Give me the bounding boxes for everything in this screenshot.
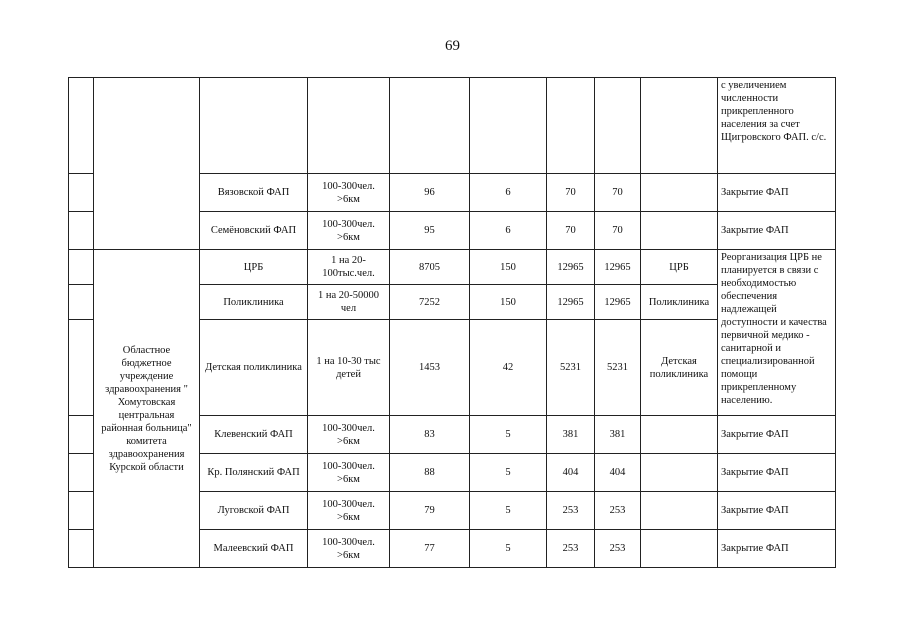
value-cell: 88	[390, 454, 470, 492]
value-cell: 150	[470, 285, 547, 320]
index-cell	[69, 212, 94, 250]
value-cell: 253	[595, 492, 641, 530]
facility-name: Вязовской ФАП	[200, 174, 308, 212]
value-cell: Поликлиника	[641, 285, 718, 320]
value-cell: 12965	[595, 285, 641, 320]
action-cell: Закрытие ФАП	[718, 416, 836, 454]
facility-norm: 100-300чел. >6км	[308, 530, 390, 568]
value-cell: 1453	[390, 320, 470, 416]
value-cell: 253	[595, 530, 641, 568]
facility-name: Семёновский ФАП	[200, 212, 308, 250]
value-cell: 404	[547, 454, 595, 492]
facility-name: ЦРБ	[200, 250, 308, 285]
index-cell	[69, 416, 94, 454]
value-cell: 12965	[547, 285, 595, 320]
organization-cell	[94, 78, 200, 250]
facility-norm: 100-300чел. >6км	[308, 454, 390, 492]
value-cell: 381	[547, 416, 595, 454]
value-cell: 6	[470, 212, 547, 250]
value-cell	[641, 174, 718, 212]
facility-name: Клевенский ФАП	[200, 416, 308, 454]
facility-norm: 1 на 10-30 тыс детей	[308, 320, 390, 416]
page-number: 69	[445, 38, 460, 54]
index-cell	[69, 174, 94, 212]
index-cell	[69, 320, 94, 416]
value-cell	[390, 78, 470, 174]
facility-norm: 100-300чел. >6км	[308, 416, 390, 454]
value-cell: 96	[390, 174, 470, 212]
value-cell: 5	[470, 492, 547, 530]
value-cell: 95	[390, 212, 470, 250]
action-note: с увеличением численности прикрепленного населения за счет Щигровского ФАП. с/с.	[718, 78, 836, 174]
value-cell	[641, 454, 718, 492]
index-cell	[69, 285, 94, 320]
value-cell: 42	[470, 320, 547, 416]
value-cell: 404	[595, 454, 641, 492]
value-cell: 77	[390, 530, 470, 568]
facility-table	[68, 77, 836, 568]
facility-name: Поликлиника	[200, 285, 308, 320]
index-cell	[69, 454, 94, 492]
facility-norm: 100-300чел. >6км	[308, 492, 390, 530]
value-cell: ЦРБ	[641, 250, 718, 285]
table-row	[69, 78, 836, 174]
value-cell	[547, 78, 595, 174]
facility-norm: 1 на 20-100тыс.чел.	[308, 250, 390, 285]
facility-norm: 100-300чел. >6км	[308, 174, 390, 212]
action-cell: Закрытие ФАП	[718, 530, 836, 568]
value-cell: 253	[547, 492, 595, 530]
value-cell: 70	[547, 212, 595, 250]
value-cell: 5	[470, 530, 547, 568]
index-cell	[69, 492, 94, 530]
value-cell	[641, 212, 718, 250]
value-cell: 5231	[547, 320, 595, 416]
hospital-note: Реорганизация ЦРБ не планируется в связи с необходимостью обеспечения надлежащей доступности и качества первичной медико - санитарной и специализированной помощи прикрепленному населению.	[718, 250, 836, 416]
facility-name: Детская поликлиника	[200, 320, 308, 416]
value-cell	[595, 78, 641, 174]
action-cell: Закрытие ФАП	[718, 174, 836, 212]
norm-cell	[308, 78, 390, 174]
value-cell: 70	[595, 174, 641, 212]
value-cell: 70	[595, 212, 641, 250]
value-cell	[641, 416, 718, 454]
facility-name: Малеевский ФАП	[200, 530, 308, 568]
value-cell	[470, 78, 547, 174]
value-cell: 5	[470, 454, 547, 492]
action-cell: Закрытие ФАП	[718, 492, 836, 530]
value-cell: 12965	[595, 250, 641, 285]
value-cell: 5	[470, 416, 547, 454]
value-cell: 70	[547, 174, 595, 212]
action-cell: Закрытие ФАП	[718, 212, 836, 250]
index-cell	[69, 250, 94, 285]
value-cell: 381	[595, 416, 641, 454]
index-cell	[69, 78, 94, 174]
value-cell: 83	[390, 416, 470, 454]
organization-name: Областное бюджетное учреждение здравоохранения " Хомутовская центральная районная больница" комитета здравоохранения Курской области	[94, 250, 200, 568]
facility-name: Луговской ФАП	[200, 492, 308, 530]
facility-norm: 1 на 20-50000 чел	[308, 285, 390, 320]
value-cell	[641, 78, 718, 174]
value-cell	[641, 492, 718, 530]
value-cell: Детская поликлиника	[641, 320, 718, 416]
value-cell: 12965	[547, 250, 595, 285]
action-cell: Закрытие ФАП	[718, 454, 836, 492]
value-cell: 150	[470, 250, 547, 285]
facility-norm: 100-300чел. >6км	[308, 212, 390, 250]
value-cell: 6	[470, 174, 547, 212]
value-cell: 253	[547, 530, 595, 568]
index-cell	[69, 530, 94, 568]
table-row	[69, 250, 836, 285]
value-cell: 79	[390, 492, 470, 530]
value-cell	[641, 530, 718, 568]
value-cell: 5231	[595, 320, 641, 416]
facility-name: Кр. Полянский ФАП	[200, 454, 308, 492]
name-cell	[200, 78, 308, 174]
value-cell: 7252	[390, 285, 470, 320]
value-cell: 8705	[390, 250, 470, 285]
